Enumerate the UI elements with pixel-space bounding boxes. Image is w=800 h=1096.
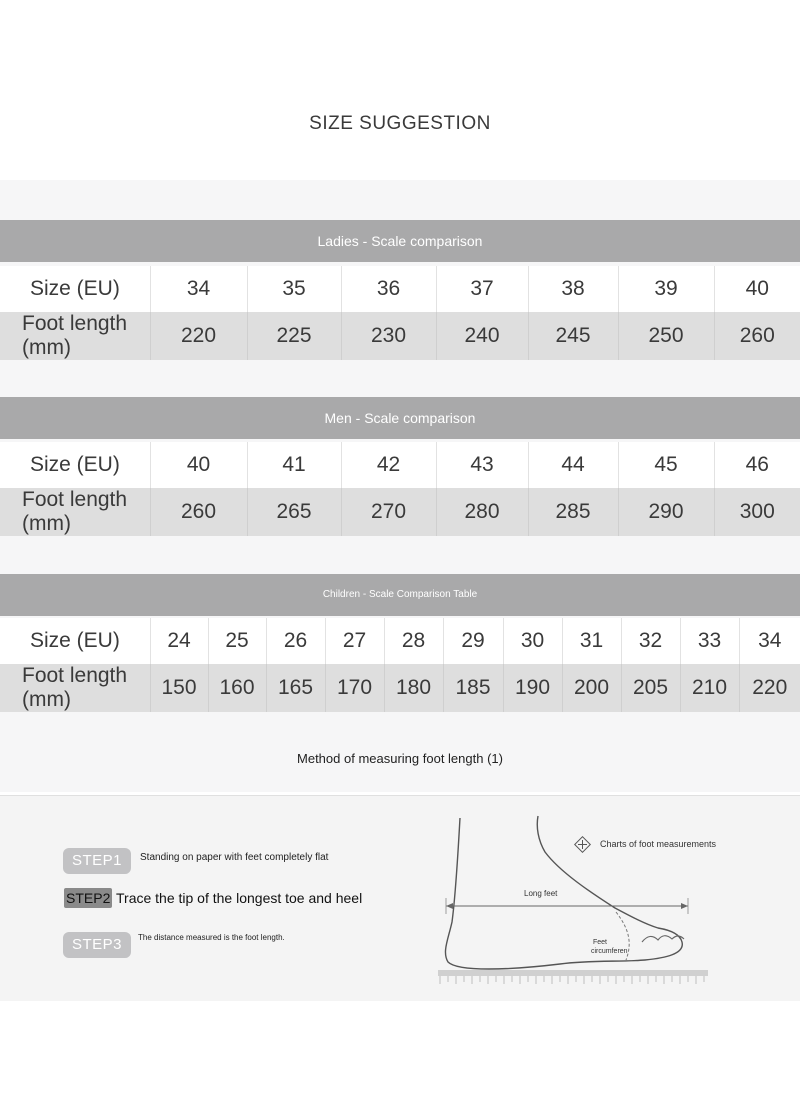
ladies-size-table — [0, 266, 800, 360]
men-size-cell: 44 — [528, 442, 618, 488]
children-length-cell: 180 — [384, 664, 443, 712]
ruler-ticks — [440, 976, 704, 984]
step2-badge: STEP2 — [66, 890, 111, 906]
men-size-table — [0, 442, 800, 536]
page-title: SIZE SUGGESTION — [309, 113, 491, 134]
men-size-cell: 40 — [150, 442, 247, 488]
ladies-size-cell: 38 — [528, 266, 618, 312]
method-title: Method of measuring foot length (1) — [297, 751, 503, 766]
children-size-cell: 25 — [208, 618, 266, 664]
men-length-label: Foot length (mm) — [0, 488, 150, 536]
children-size-table — [0, 618, 800, 712]
ladies-length-cell: 245 — [528, 312, 618, 360]
men-length-cell: 300 — [714, 488, 800, 536]
ladies-size-label: Size (EU) — [0, 266, 150, 312]
children-length-cell: 210 — [680, 664, 739, 712]
ruler-bar — [438, 970, 708, 976]
step3-badge: STEP3 — [63, 932, 131, 958]
length-arrow-right — [681, 903, 688, 909]
men-size-cell: 43 — [436, 442, 528, 488]
ladies-section-header: Ladies - Scale comparison — [0, 220, 800, 262]
children-size-cell: 27 — [325, 618, 384, 664]
step2-line — [64, 888, 362, 912]
step2-text: Trace the tip of the longest toe and heel — [116, 890, 363, 906]
children-size-cell: 30 — [503, 618, 562, 664]
children-length-cell: 185 — [443, 664, 503, 712]
ladies-size-cell: 37 — [436, 266, 528, 312]
men-length-row — [0, 488, 800, 536]
ladies-length-cell: 220 — [150, 312, 247, 360]
men-length-cell: 290 — [618, 488, 714, 536]
long-feet-label: Long feet — [524, 889, 558, 898]
ladies-size-cell: 34 — [150, 266, 247, 312]
ladies-length-cell: 250 — [618, 312, 714, 360]
ladies-length-label: Foot length (mm) — [0, 312, 150, 360]
children-size-cell: 24 — [150, 618, 208, 664]
ladies-length-row — [0, 312, 800, 360]
children-size-cell: 26 — [266, 618, 325, 664]
men-size-cell: 45 — [618, 442, 714, 488]
men-length-cell: 285 — [528, 488, 618, 536]
step1-text: Standing on paper with feet completely flat — [140, 852, 329, 863]
children-length-cell: 220 — [739, 664, 800, 712]
men-length-cell: 265 — [247, 488, 341, 536]
step1-badge: STEP1 — [63, 848, 131, 874]
toes-outline — [642, 936, 684, 942]
children-size-cell: 34 — [739, 618, 800, 664]
ladies-length-cell: 260 — [714, 312, 800, 360]
ladies-size-cell: 36 — [341, 266, 436, 312]
children-length-cell: 200 — [562, 664, 621, 712]
ladies-size-row — [0, 266, 800, 312]
ladies-size-cell: 35 — [247, 266, 341, 312]
men-length-cell: 280 — [436, 488, 528, 536]
feet-label: Feet — [593, 939, 608, 946]
children-length-cell: 190 — [503, 664, 562, 712]
charts-icon — [575, 837, 591, 853]
ladies-length-cell: 230 — [341, 312, 436, 360]
circumference-label: circumferen — [591, 948, 628, 955]
children-length-cell: 150 — [150, 664, 208, 712]
children-size-cell: 33 — [680, 618, 739, 664]
men-size-cell: 46 — [714, 442, 800, 488]
men-size-row — [0, 442, 800, 488]
foot-measurement-diagram — [430, 812, 730, 992]
children-length-cell: 205 — [621, 664, 680, 712]
children-size-label: Size (EU) — [0, 618, 150, 664]
men-length-cell: 260 — [150, 488, 247, 536]
children-size-cell: 31 — [562, 618, 621, 664]
children-size-row — [0, 618, 800, 664]
children-size-cell: 29 — [443, 618, 503, 664]
men-size-cell: 42 — [341, 442, 436, 488]
ladies-size-cell: 40 — [714, 266, 800, 312]
men-section-header: Men - Scale comparison — [0, 397, 800, 439]
men-size-cell: 41 — [247, 442, 341, 488]
men-length-cell: 270 — [341, 488, 436, 536]
charts-label: Charts of foot measurements — [600, 839, 717, 849]
children-length-row — [0, 664, 800, 712]
step3-text: The distance measured is the foot length. — [138, 933, 285, 942]
ladies-length-cell: 225 — [247, 312, 341, 360]
children-length-cell: 165 — [266, 664, 325, 712]
children-section-header: Children - Scale Comparison Table — [0, 574, 800, 616]
children-size-cell: 32 — [621, 618, 680, 664]
length-arrow-left — [446, 903, 453, 909]
ladies-length-cell: 240 — [436, 312, 528, 360]
children-length-cell: 160 — [208, 664, 266, 712]
ladies-size-cell: 39 — [618, 266, 714, 312]
children-length-cell: 170 — [325, 664, 384, 712]
children-length-label: Foot length (mm) — [0, 664, 150, 712]
men-size-label: Size (EU) — [0, 442, 150, 488]
children-size-cell: 28 — [384, 618, 443, 664]
